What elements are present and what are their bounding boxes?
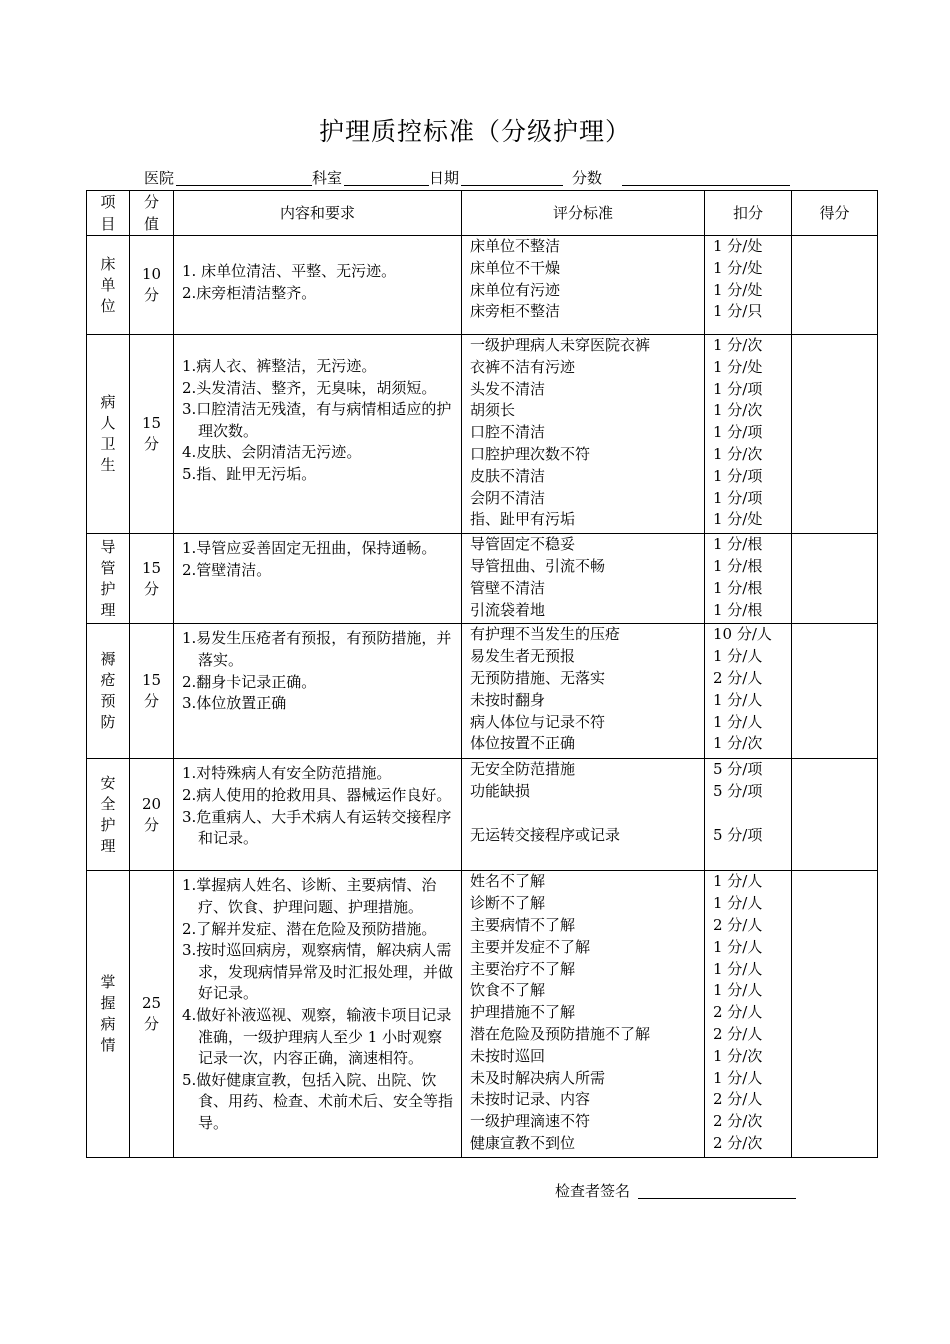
col-obtained-header: 得分 <box>792 191 878 236</box>
item-cell <box>87 759 130 871</box>
deduct-item: 1 分/人 <box>713 981 763 1000</box>
content-item: 1. 床单位清洁、平整、无污迹。 <box>182 262 397 280</box>
criteria-item: 主要并发症不了解 <box>470 937 591 956</box>
criteria-item: 未按时翻身 <box>470 690 546 709</box>
content-cell <box>174 624 462 759</box>
points-header-text: 分值 <box>144 193 160 233</box>
item-name: 安全护理 <box>100 773 116 855</box>
criteria-cell <box>462 871 705 1157</box>
criteria-cell <box>462 534 705 624</box>
obtained-cell[interactable] <box>792 759 878 871</box>
deduct-item: 1 分/处 <box>713 237 763 255</box>
score-field[interactable] <box>622 185 790 186</box>
header-fields <box>0 167 950 191</box>
deduct-item: 2 分/人 <box>713 668 763 687</box>
deduct-cell[interactable] <box>705 871 792 1157</box>
criteria-item: 导管固定不稳妥 <box>470 535 576 554</box>
deduct-item: 2 分/次 <box>713 1133 763 1152</box>
criteria-item: 病人体位与记录不符 <box>470 712 606 731</box>
table-row <box>87 759 878 871</box>
hospital-field[interactable] <box>176 185 312 186</box>
deduct-cell[interactable] <box>705 759 792 871</box>
criteria-item: 指、趾甲有污垢 <box>470 510 576 529</box>
header-row <box>87 191 878 236</box>
deduct-item: 1 分/项 <box>713 466 763 485</box>
points-cell <box>130 624 174 759</box>
item-name: 褥疮预防 <box>100 650 116 732</box>
deduct-item: 1 分/次 <box>713 401 763 420</box>
item-cell <box>87 236 130 335</box>
department-label: 科室 <box>312 169 343 187</box>
col-criteria-header: 评分标准 <box>462 191 705 236</box>
criteria-item: 一级护理滴速不符 <box>470 1112 591 1131</box>
table-row <box>87 335 878 534</box>
criteria-item: 床单位有污迹 <box>470 280 561 299</box>
content-item: 3.按时巡回病房，观察病情，解决病人需求，发现病情异常及时汇报处理，并做好记录。 <box>182 941 454 1003</box>
deduct-item: 2 分/人 <box>713 915 763 934</box>
deduct-cell[interactable] <box>705 624 792 759</box>
points-cell <box>130 871 174 1157</box>
content-item: 2.头发清洁、整齐，无臭味，胡须短。 <box>182 378 437 397</box>
item-header-text: 项目 <box>100 193 116 233</box>
col-content-header: 内容和要求 <box>174 191 462 236</box>
criteria-item: 未按时记录、内容 <box>470 1090 591 1109</box>
criteria-cell <box>462 624 705 759</box>
criteria-item: 无安全防范措施 <box>470 760 576 779</box>
points-value: 10分 <box>141 265 162 304</box>
deduct-item: 1 分/根 <box>713 556 763 575</box>
criteria-item: 无预防措施、无落实 <box>470 668 606 687</box>
criteria-item: 护理措施不了解 <box>470 1003 576 1022</box>
table-row <box>87 236 878 335</box>
item-cell <box>87 871 130 1157</box>
criteria-cell <box>462 236 705 335</box>
deduct-cell[interactable] <box>705 534 792 624</box>
criteria-cell <box>462 335 705 534</box>
criteria-item: 功能缺损 <box>470 782 531 801</box>
criteria-item: 诊断不了解 <box>470 894 546 913</box>
item-cell <box>87 335 130 534</box>
deduct-item: 1 分/处 <box>713 280 763 299</box>
criteria-item: 有护理不当发生的压疮 <box>470 625 621 644</box>
criteria-item: 健康宣教不到位 <box>470 1133 576 1152</box>
col-item-header <box>87 191 130 236</box>
content-item: 1.易发生压疮者有预报，有预防措施，并落实。 <box>182 629 452 669</box>
item-name: 床单位 <box>100 254 116 315</box>
criteria-item: 一级护理病人未穿医院衣裤 <box>470 336 651 354</box>
deduct-item: 1 分/人 <box>713 959 763 978</box>
deduct-item: 1 分/人 <box>713 647 763 666</box>
deduct-cell[interactable] <box>705 335 792 534</box>
criteria-item: 床单位不整洁 <box>470 237 561 255</box>
deduct-item: 2 分/人 <box>713 1090 763 1109</box>
content-item: 4.皮肤、会阴清洁无污迹。 <box>182 443 362 462</box>
table-row <box>87 871 878 1157</box>
criteria-item: 床单位不干燥 <box>470 258 561 277</box>
criteria-item: 皮肤不清洁 <box>470 466 546 485</box>
score-label: 分数 <box>572 169 603 187</box>
item-name: 导管护理 <box>100 537 116 619</box>
signature-label: 检查者签名 <box>555 1182 631 1200</box>
criteria-item: 口腔不清洁 <box>470 423 546 442</box>
criteria-item: 会阴不清洁 <box>470 488 546 507</box>
hospital-label: 医院 <box>144 169 175 187</box>
item-cell <box>87 534 130 624</box>
deduct-item: 1 分/人 <box>713 712 763 731</box>
deduct-item: 5 分/项 <box>713 782 763 801</box>
col-points-header <box>130 191 174 236</box>
content-item: 2.了解并发症、潜在危险及预防措施。 <box>182 919 437 938</box>
item-name: 掌握病情 <box>100 973 116 1055</box>
points-cell <box>130 534 174 624</box>
content-item: 1.病人衣、裤整洁，无污迹。 <box>182 357 377 375</box>
content-item: 5.指、趾甲无污垢。 <box>182 464 317 483</box>
points-value: 20分 <box>141 794 162 834</box>
content-item: 2.管壁清洁。 <box>182 560 272 579</box>
page-title: 护理质控标准（分级护理） <box>318 117 631 146</box>
deduct-item: 1 分/根 <box>713 600 763 619</box>
deduct-item: 1 分/人 <box>713 937 763 956</box>
criteria-item: 未按时巡回 <box>470 1046 546 1065</box>
obtained-cell[interactable] <box>792 236 878 335</box>
points-value: 15分 <box>141 671 162 711</box>
criteria-item: 主要治疗不了解 <box>470 959 576 978</box>
obtained-cell[interactable] <box>792 335 878 534</box>
content-item: 3.体位放置正确 <box>182 694 287 713</box>
table-row <box>87 534 878 624</box>
item-name: 病人卫生 <box>100 393 116 475</box>
criteria-item: 管壁不清洁 <box>470 578 546 597</box>
points-cell <box>130 335 174 534</box>
content-cell <box>174 236 462 335</box>
deduct-item: 5 分/项 <box>713 760 763 779</box>
content-item: 5.做好健康宣教，包括入院、出院、饮食、用药、检查、术前术后、安全等指导。 <box>182 1070 454 1132</box>
content-item: 3.口腔清洁无残渣，有与病情相适应的护理次数。 <box>182 400 452 440</box>
obtained-cell[interactable] <box>792 534 878 624</box>
criteria-item: 潜在危险及预防措施不了解 <box>470 1024 651 1043</box>
criteria-item: 姓名不了解 <box>470 872 546 891</box>
deduct-item: 1 分/处 <box>713 258 763 277</box>
deduct-item: 1 分/次 <box>713 444 763 463</box>
item-cell <box>87 624 130 759</box>
content-cell <box>174 335 462 534</box>
content-item: 2.床旁柜清洁整齐。 <box>182 283 317 302</box>
criteria-item: 主要病情不了解 <box>470 915 576 934</box>
criteria-item: 胡须长 <box>470 401 516 420</box>
points-value: 15分 <box>141 414 162 454</box>
deduct-item: 5 分/项 <box>713 825 763 844</box>
content-item: 3.危重病人、大手术病人有运转交接程序和记录。 <box>182 807 452 848</box>
deduct-item: 1 分/处 <box>713 510 763 529</box>
points-value: 15分 <box>141 558 162 598</box>
content-cell <box>174 534 462 624</box>
deduct-item: 1 分/只 <box>713 302 763 321</box>
content-item: 1.对特殊病人有安全防范措施。 <box>182 764 392 783</box>
deduct-item: 1 分/根 <box>713 535 763 554</box>
date-label: 日期 <box>429 169 460 187</box>
criteria-item: 衣裤不洁有污迹 <box>470 357 576 376</box>
standards-table <box>86 190 878 1158</box>
criteria-item: 未及时解决病人所需 <box>470 1068 606 1087</box>
content-item: 2.翻身卡记录正确。 <box>182 672 317 691</box>
deduct-item: 1 分/次 <box>713 1046 763 1065</box>
criteria-item: 导管扭曲、引流不畅 <box>470 556 606 575</box>
content-item: 4.做好补液巡视、观察，输液卡项目记录准确，一级护理病人至少 1 小时观察记录一次，内容正确，滴速相符。 <box>182 1005 452 1068</box>
deduct-item: 1 分/人 <box>713 872 763 891</box>
deduct-item <box>713 803 787 825</box>
deduct-item: 1 分/人 <box>713 1068 763 1087</box>
criteria-item <box>470 803 700 825</box>
criteria-item: 床旁柜不整洁 <box>470 302 561 321</box>
content-cell <box>174 759 462 871</box>
table-row <box>87 624 878 759</box>
deduct-item: 2 分/人 <box>713 1003 763 1022</box>
department-field[interactable] <box>344 185 429 186</box>
deduct-item: 1 分/人 <box>713 894 763 913</box>
points-cell <box>130 759 174 871</box>
content-item: 1.掌握病人姓名、诊断、主要病情、治疗、饮食、护理问题、护理措施。 <box>182 876 437 916</box>
content-item: 2.病人使用的抢救用具、器械运作良好。 <box>182 785 452 804</box>
deduct-item: 1 分/根 <box>713 578 763 597</box>
points-value: 25分 <box>141 994 162 1034</box>
criteria-item: 头发不清洁 <box>470 379 546 398</box>
obtained-cell[interactable] <box>792 871 878 1157</box>
criteria-item: 无运转交接程序或记录 <box>470 825 621 844</box>
obtained-cell[interactable] <box>792 624 878 759</box>
deduct-item: 1 分/项 <box>713 488 763 507</box>
col-deduct-header: 扣分 <box>705 191 792 236</box>
deduct-cell[interactable] <box>705 236 792 335</box>
deduct-item: 1 分/项 <box>713 379 763 398</box>
deduct-item: 10 分/人 <box>713 625 772 644</box>
criteria-cell <box>462 759 705 871</box>
content-cell <box>174 871 462 1157</box>
points-cell <box>130 236 174 335</box>
deduct-item: 1 分/项 <box>713 423 763 442</box>
content-item: 1.导管应妥善固定无扭曲，保持通畅。 <box>182 539 437 558</box>
criteria-item: 易发生者无预报 <box>470 647 576 666</box>
deduct-item: 1 分/人 <box>713 690 763 709</box>
deduct-item: 2 分/次 <box>713 1112 763 1131</box>
deduct-item: 1 分/次 <box>713 336 763 354</box>
deduct-item: 1 分/次 <box>713 734 763 753</box>
criteria-item: 引流袋着地 <box>470 600 546 619</box>
deduct-item: 2 分/人 <box>713 1024 763 1043</box>
criteria-item: 体位按置不正确 <box>470 734 576 753</box>
deduct-item: 1 分/处 <box>713 357 763 376</box>
criteria-item: 饮食不了解 <box>470 981 546 1000</box>
signature-field[interactable] <box>638 1198 796 1199</box>
date-field[interactable] <box>461 185 563 186</box>
criteria-item: 口腔护理次数不符 <box>470 444 591 463</box>
signature-area <box>555 1180 630 1201</box>
